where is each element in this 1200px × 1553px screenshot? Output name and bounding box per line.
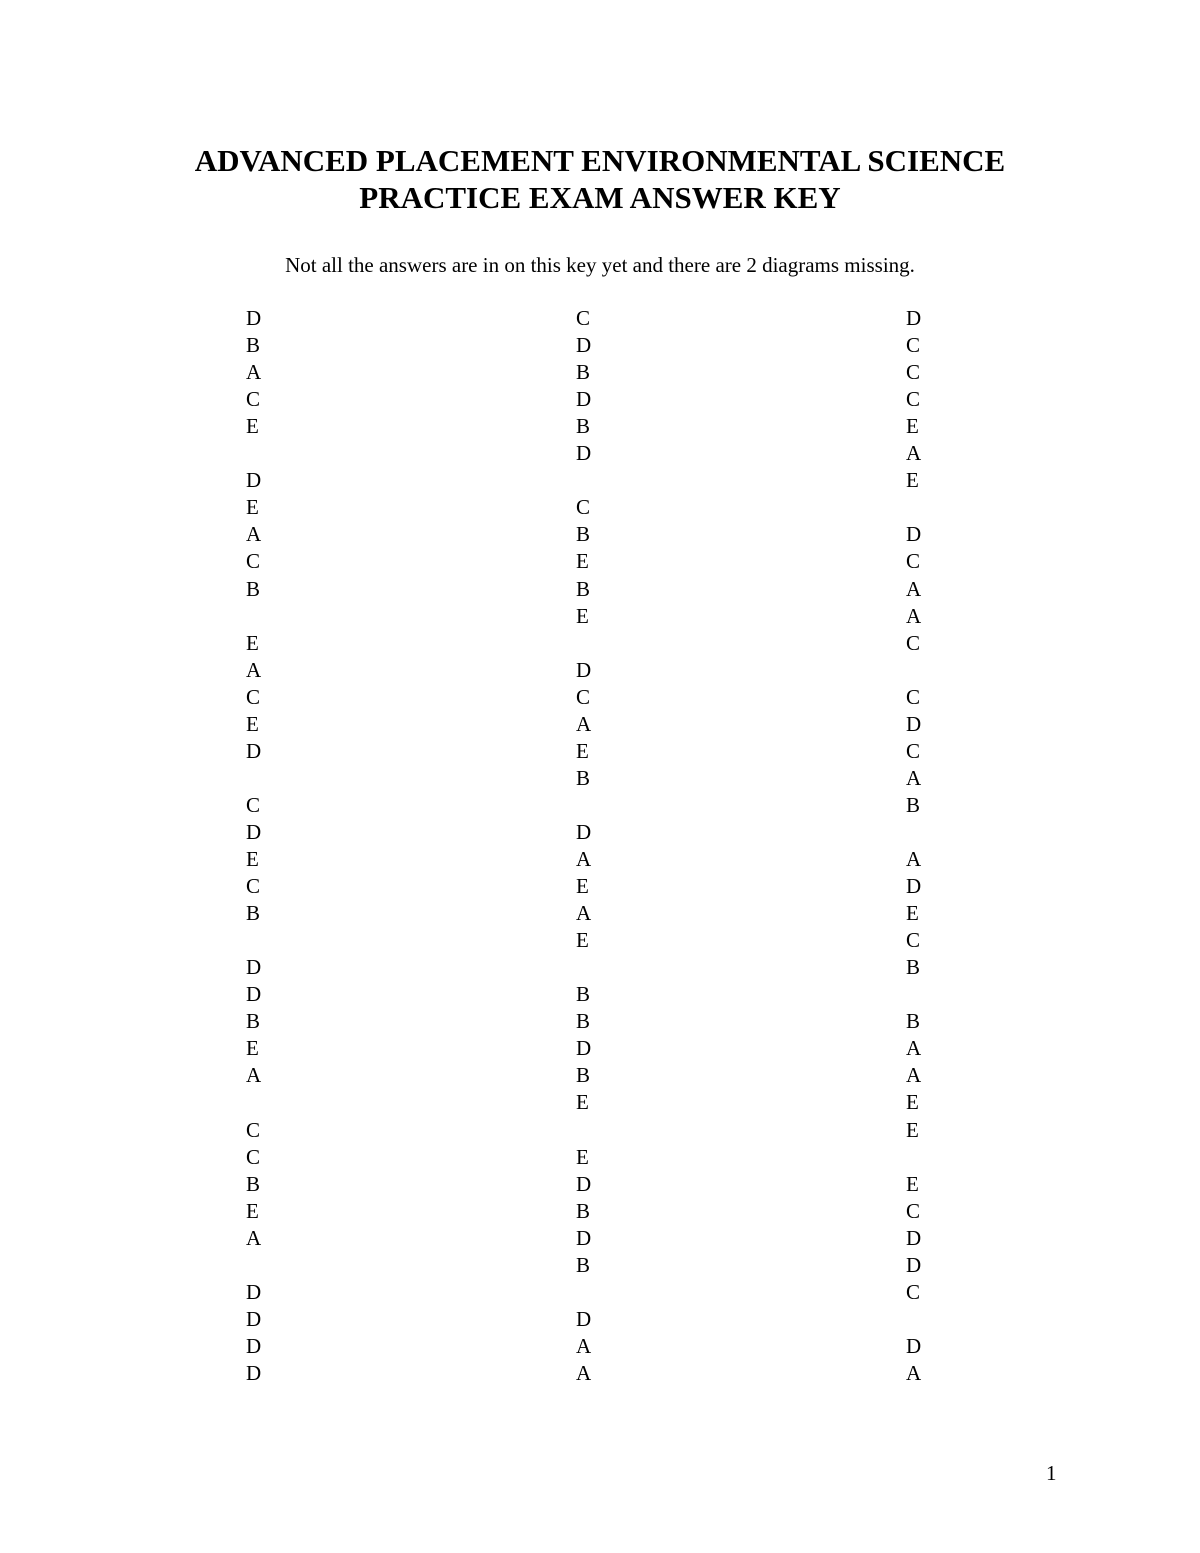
key-note: Not all the answers are in on this key yet and there are 2 diagrams missing. (285, 253, 915, 277)
answer-letter: A (906, 1036, 922, 1061)
answer-letter: D (576, 1306, 592, 1331)
answer-letter: C (906, 738, 921, 763)
answer-letter: E (576, 928, 589, 953)
answer-letter: A (906, 1063, 922, 1088)
answer-letter: C (576, 684, 591, 709)
answer-letter: C (906, 928, 921, 953)
answer-letter: D (576, 1171, 592, 1196)
answer-letter: D (246, 955, 262, 980)
answer-letter: D (906, 1225, 922, 1250)
answer-letter: B (576, 576, 591, 601)
answer-letter: D (576, 441, 592, 466)
answer-letter: C (246, 1117, 261, 1142)
answer-letter: D (246, 1333, 262, 1358)
answer-letter: A (246, 360, 262, 385)
answer-letter: E (246, 1198, 259, 1223)
answer-letter: E (906, 901, 919, 926)
answer-letter: A (246, 1063, 262, 1088)
answer-letter: A (576, 1360, 592, 1385)
answer-letter: A (576, 711, 592, 736)
answer-letter: C (246, 1144, 261, 1169)
answer-letter: B (906, 1009, 921, 1034)
answer-letter: E (576, 1144, 589, 1169)
answer-letter: A (906, 765, 922, 790)
answer-letter: C (906, 1279, 921, 1304)
answer-letter: D (246, 1279, 262, 1304)
answer-letter: A (576, 901, 592, 926)
answer-letter: C (246, 549, 261, 574)
answer-letter: D (246, 1306, 262, 1331)
answer-letter: C (246, 684, 261, 709)
answer-letter: D (246, 468, 262, 493)
answer-letter: A (906, 1360, 922, 1385)
answer-letter: E (246, 630, 259, 655)
answer-letter: A (906, 576, 922, 601)
answer-letter: C (246, 792, 261, 817)
answer-letter: E (246, 414, 259, 439)
answer-letter: B (576, 982, 591, 1007)
answer-letter: D (576, 657, 592, 682)
answer-letter: E (906, 1171, 919, 1196)
answer-letter: C (576, 306, 591, 330)
answer-letter: D (246, 982, 262, 1007)
answer-letter: E (576, 603, 589, 628)
answer-letter: B (246, 576, 261, 601)
answer-letter: C (906, 333, 921, 358)
answer-letter: A (576, 1333, 592, 1358)
answer-letter: C (906, 630, 921, 655)
answer-letter: A (906, 441, 922, 466)
answer-letter: B (576, 360, 591, 385)
answer-letter: C (906, 1198, 921, 1223)
answer-letter: C (246, 874, 261, 899)
answer-letter: B (906, 955, 921, 980)
answer-letter: B (576, 1063, 591, 1088)
answer-letter: D (576, 819, 592, 844)
answer-letter: D (576, 387, 592, 412)
answer-letter: E (906, 414, 919, 439)
answer-letter: C (906, 387, 921, 412)
answer-letter: E (906, 1090, 919, 1115)
answer-letter: D (906, 711, 922, 736)
answer-letter: B (906, 792, 921, 817)
answer-letter: A (906, 603, 922, 628)
answer-letter: D (246, 306, 262, 330)
answer-letter: E (246, 495, 259, 520)
answer-letter: D (906, 306, 922, 330)
answer-letter: B (246, 1171, 261, 1196)
answer-letter: E (246, 711, 259, 736)
answer-letter: A (906, 847, 922, 871)
answer-letter: E (576, 874, 589, 899)
answer-letter: E (576, 738, 589, 763)
answer-letter: B (576, 522, 591, 547)
answer-letter: B (246, 901, 261, 926)
answer-letter: E (246, 847, 259, 871)
answer-letter: A (246, 1225, 262, 1250)
document-title-line-1: ADVANCED PLACEMENT ENVIRONMENTAL SCIENCE (194, 143, 1006, 178)
answer-letter: E (906, 468, 919, 493)
answer-letter: E (576, 549, 589, 574)
answer-letter: B (246, 333, 261, 358)
answer-letter: D (246, 738, 262, 763)
answer-letter: B (576, 414, 591, 439)
answer-letter: A (576, 847, 592, 871)
answer-letter: C (576, 495, 591, 520)
answer-letter: C (246, 387, 261, 412)
answer-letter: D (576, 333, 592, 358)
answer-letter: D (576, 1036, 592, 1061)
answer-letter: C (906, 549, 921, 574)
answer-letter: D (906, 522, 922, 547)
answer-letter: D (906, 1333, 922, 1358)
answer-letter: E (906, 1117, 919, 1142)
answer-letter: B (246, 1009, 261, 1034)
answer-letter: D (246, 1360, 262, 1385)
answer-letter: B (576, 1252, 591, 1277)
answer-letter: C (906, 360, 921, 385)
page-number: 1 (1046, 1461, 1057, 1485)
answer-letter: B (576, 765, 591, 790)
answer-letter: E (576, 1090, 589, 1115)
answer-letter: D (906, 1252, 922, 1277)
answer-letter: D (576, 1225, 592, 1250)
answer-letter: A (246, 657, 262, 682)
answer-letter: B (576, 1198, 591, 1223)
answer-letter: C (906, 684, 921, 709)
document-title-line-2: PRACTICE EXAM ANSWER KEY (359, 180, 841, 215)
answer-letter: B (576, 1009, 591, 1034)
answer-letter: D (246, 819, 262, 844)
answer-letter: A (246, 522, 262, 547)
answer-letter: E (246, 1036, 259, 1061)
answer-letter: D (906, 874, 922, 899)
